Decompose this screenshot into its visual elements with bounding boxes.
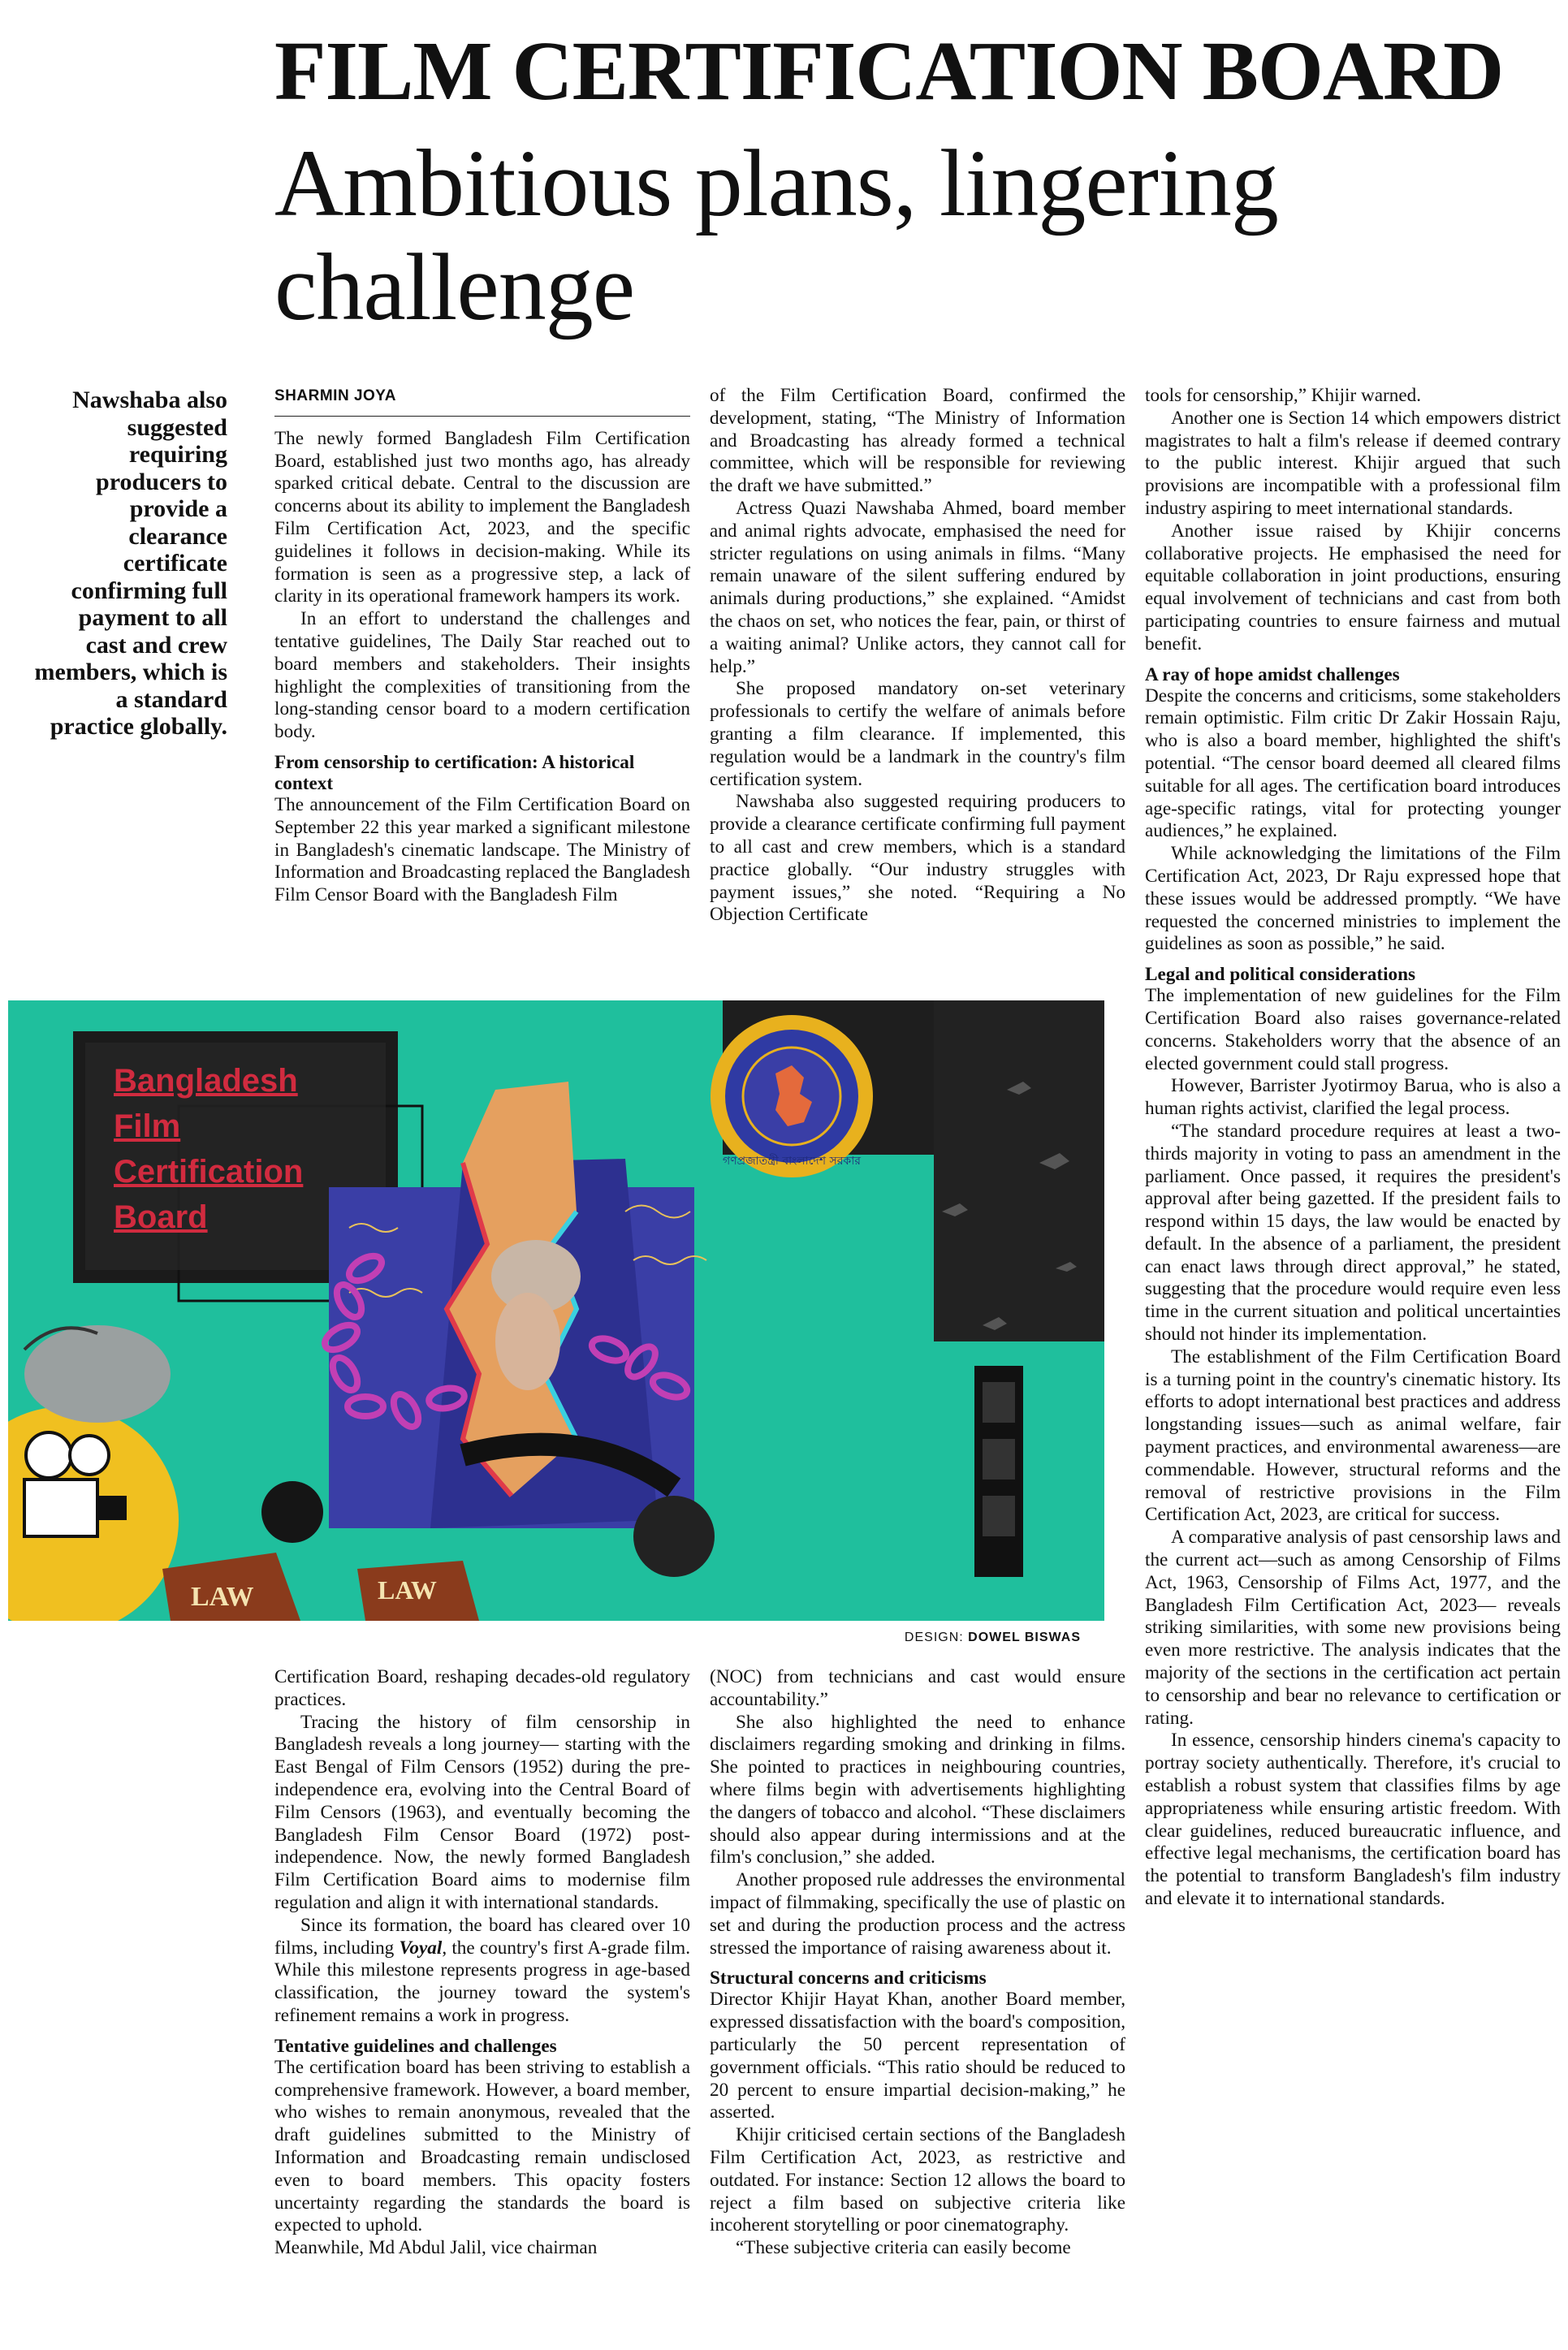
paragraph: Actress Quazi Nawshaba Ahmed, board member and animal rights advocate, emphasised the need for stricter regulations on using animals in films. “Many remain unaware of the silent suffering endured by animals during productions,” she explained. “Amidst the chaos on set, who notices the fear, pain, or thirst of a waiting animal? Unlike actors, they cannot call for help.” [710, 497, 1125, 677]
paragraph: The newly formed Bangladesh Film Certification Board, established just two months ago, has already sparked critical debate. Central to the discussion are concerns about its ability to implement the Bangladesh Film Certification Act, 2023, and the specific guidelines it follows in decision-making. While its formation is seen as a progressive step, a lack of clarity in its operational framework hampers its work. [274, 427, 690, 607]
article-column-2-bottom [710, 1666, 1125, 2260]
paragraph [274, 1915, 690, 2028]
sign-line: Certification [114, 1154, 304, 1190]
seal-text: গণপ্রজাতন্ত্রী বাংলাদেশ সরকার [723, 1155, 861, 1168]
paragraph: The announcement of the Film Certification Board on September 22 this year marked a significant milestone in Bangladesh's cinematic landscape. The Ministry of Information and Broadcasting replaced the Bangladesh Film Censor Board with the Bangladesh Film [274, 793, 690, 906]
sign-line: Film [114, 1108, 181, 1144]
paragraph: Meanwhile, Md Abdul Jalil, vice chairman [274, 2237, 598, 2259]
paragraph: Another proposed rule addresses the environmental impact of filmmaking, specifically the use of plastic on set and during the production process and the actress stressed the importance of raising awareness about it. [710, 1869, 1125, 1959]
pull-quote: Nawshaba also suggested requiring producers to provide a clearance certificate confirming full payment to all cast and crew members, which is a standard practice globally. [34, 387, 227, 740]
paragraph: However, Barrister Jyotirmoy Barua, who is also a human rights activist, clarified the legal process. [1145, 1075, 1561, 1120]
subheading: Legal and political considerations [1145, 964, 1416, 986]
paragraph: (NOC) from technicians and cast would ensure accountability.” [710, 1666, 1125, 1710]
text-run: , the country's first A-grade film. While this milestone represents progress in age-based classification, the journey toward the system's refinement remains a work in progress. [274, 1937, 690, 2026]
law-book-label: LAW [378, 1575, 437, 1605]
paragraph: She proposed mandatory on-set veterinary professionals to certify the welfare of animals before granting a film clearance. If implemented, this regulation would be a landmark in the country's film certification system. [710, 678, 1125, 790]
subheading: Tentative guidelines and challenges [274, 2035, 557, 2057]
subheading: A ray of hope amidst challenges [1145, 663, 1400, 685]
design-credit [905, 1631, 1081, 1645]
paragraph: A comparative analysis of past censorship laws and the current act—such as among Censorship of Films Act, 1963, Censorship of Films Act, 1977, and the Bangladesh Film Certification Act, 2023— reveals striking similarities, with some new provisions being even more restrictive. The analysis indicates that the majority of the sections in the certification act pertain to censorship and bear no relevance to certification or rating. [1145, 1527, 1561, 1729]
illustration [8, 1000, 1104, 1621]
paragraph: The establishment of the Film Certification Board is a turning point in the country's cinematic history. Its efforts to adopt international best practices and address longstanding issues—such as animal welfare, fair payment practices, and environmental awareness—are commendable. However, structural reforms and the removal of restrictive provisions in the Film Certification Act, 2023, are critical for success. [1145, 1346, 1561, 1526]
text-run: Since its formation, the board has cleared over 10 films, including [274, 1914, 690, 1959]
film-title: Voyal [399, 1937, 443, 1959]
sign-line: Board [114, 1199, 208, 1235]
paragraph: Nawshaba also suggested requiring producers to provide a clearance certificate confirming full payment to all cast and crew members, which is a standard practice globally. “Our industry struggles with payment issues,” she noted. “Requiring a No Objection Certificate [710, 791, 1125, 926]
paragraph: The implementation of new guidelines for the Film Certification Board also raises governance-related concerns. Stakeholders worry that the absence of an elected government could stall progress. [1145, 985, 1561, 1074]
paragraph: In an effort to understand the challenges and tentative guidelines, The Daily Star reached out to board members and stakeholders. Their insights highlight the complexities of transitioning from the long-standing censor board to a modern certification body. [274, 608, 690, 743]
article-column-1-top [274, 385, 690, 907]
paragraph: tools for censorship,” Khijir warned. [1145, 385, 1422, 406]
paragraph: Certification Board, reshaping decades-old regulatory practices. [274, 1666, 690, 1710]
article-column-3 [1145, 385, 1561, 1911]
law-book-label: LAW [191, 1582, 254, 1612]
paragraph: Another one is Section 14 which empowers district magistrates to halt a film's release if deemed contrary to the public interest. Khijir argued that such provisions are incompatible with a professional film industry aspiring to meet international standards. [1145, 407, 1561, 519]
paragraph: In essence, censorship hinders cinema's capacity to portray society authentically. Therefore, it's crucial to establish a robust system that classifies films by age appropriateness while ensuring artistic freedom. With clear guidelines, reduced bureaucratic influence, and effective legal mechanisms, the certification board has the potential to transform Bangladesh's film industry and elevate it to international standards. [1145, 1730, 1561, 1909]
byline: SHARMIN JOYA [274, 385, 690, 417]
paragraph: “These subjective criteria can easily become [736, 2237, 1071, 2259]
government-seal [711, 1015, 873, 1177]
page-headline: Ambitious plans, lingering challenge [274, 130, 1278, 340]
paragraph: Khijir criticised certain sections of the Bangladesh Film Certification Act, 2023, as restrictive and outdated. For instance: Section 12 allows the board to reject a film based on subjective criteria like incoherent storytelling or poor cinematography. [710, 2124, 1125, 2236]
subheading: Structural concerns and criticisms [710, 1968, 987, 1989]
paragraph: of the Film Certification Board, confirmed the development, stating, “The Ministry of Information and Broadcasting has already formed a technical committee, which will be responsible for reviewing the draft we have submitted.” [710, 385, 1125, 497]
article-column-2-top [710, 385, 1125, 927]
paragraph: Tracing the history of film censorship in Bangladesh reveals a long journey— starting with the East Bengal of Film Censors (1952) during the pre-independence era, evolving into the Central Board of Film Censors (1963), and eventually becoming the Bangladesh Film Censor Board (1972) post-independence. Now, the newly formed Bangladesh Film Certification Board aims to modernise film regulation and align it with international standards. [274, 1711, 690, 1913]
credit-prefix: DESIGN: [904, 1631, 964, 1644]
article-column-1-bottom [274, 1666, 690, 2260]
paragraph: While acknowledging the limitations of the Film Certification Act, 2023, Dr Raju expressed hope that these issues would be addressed promptly. “We have requested the concerned ministries to implement the guidelines as soon as possible,” he said. [1145, 843, 1561, 955]
paragraph: The certification board has been striving to establish a comprehensive framework. However, a board member, who wishes to remain anonymous, revealed that the draft guidelines submitted to the Ministry of Information and Broadcasting remain undisclosed even to board members. This opacity fosters uncertainty regarding the standards the board is expected to uphold. [274, 2056, 690, 2236]
paragraph: She also highlighted the need to enhance disclaimers regarding smoking and drinking in films. She pointed to practices in neighbouring countries, where films begin with advertisements highlighting the dangers of tobacco and alcohol. “These disclaimers should also appear during intermissions and at the film's conclusion,” she added. [710, 1711, 1125, 1868]
paragraph: Director Khijir Hayat Khan, another Board member, expressed dissatisfaction with the board's composition, particularly the 50 percent representation of government officials. “This ratio should be reduced to 20 percent to ensure impartial decision-making,” he asserted. [710, 1989, 1125, 2123]
paragraph: Despite the concerns and criticisms, some stakeholders remain optimistic. Film critic Dr Zakir Hossain Raju, who is also a board member, highlighted the shift's potential. “The censor board deemed all cleared films suitable for all ages. The certification board introduces age-specific ratings, vital for protecting younger audiences,” he explained. [1145, 685, 1561, 842]
sign-line: Bangladesh [114, 1063, 298, 1099]
paragraph: “The standard procedure requires at least a two-thirds majority in voting to pass an amendment in the parliament. Once passed, it requires the president's approval after being gazetted. If the president fails to respond within 15 days, the law would be enacted by default. In the absence of a parliament, the president can enact laws through direct approval,” he stated, suggesting that the procedure would require even less time in the current situation and political uncertainties should not hinder its implementation. [1145, 1120, 1561, 1346]
credit-name: DOWEL BISWAS [968, 1631, 1081, 1644]
film-strip [974, 1366, 1023, 1577]
subheading: From censorship to certification: A historical context [274, 751, 635, 794]
section-kicker: FILM CERTIFICATION BOARD [274, 24, 1504, 118]
paragraph: Another issue raised by Khijir concerns collaborative projects. He emphasised the need for equitable collaboration in joint productions, ensuring equal involvement of technicians and cast from both participating countries to ensure fairness and mutual benefit. [1145, 520, 1561, 654]
